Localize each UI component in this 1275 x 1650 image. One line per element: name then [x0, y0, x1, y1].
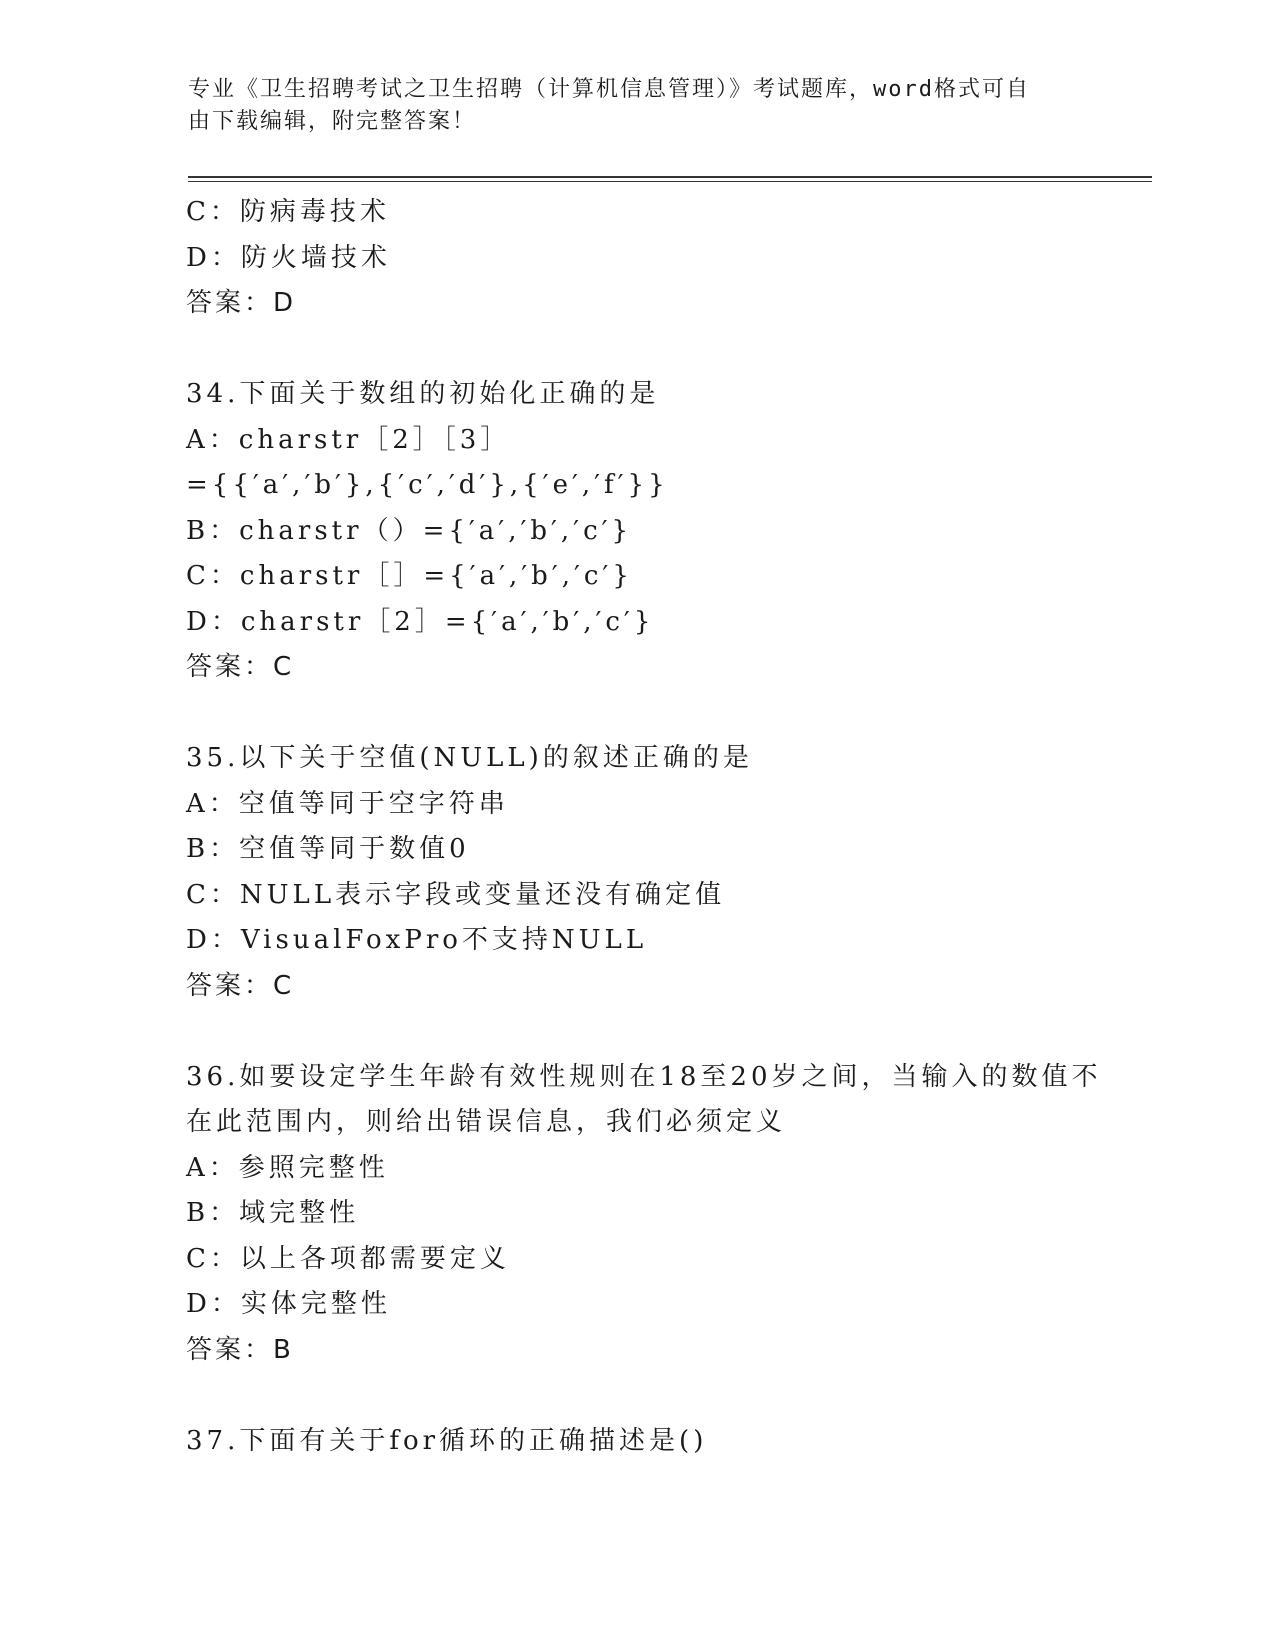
q35-option-b: B：空值等同于数值0	[186, 834, 470, 864]
question-37	[186, 1419, 1086, 1465]
q33-option-d: D：防火墙技术	[186, 242, 391, 273]
question-34	[186, 372, 1086, 691]
header-line-2: 由下载编辑，附完整答案！	[188, 109, 477, 134]
spacer	[186, 1373, 1086, 1419]
q36-option-d: D：实体完整性	[186, 1289, 391, 1319]
q35-answer: 答案：C	[186, 970, 295, 1001]
q34-answer: 答案：C	[186, 652, 295, 682]
q36-option-a: A：参照完整性	[186, 1152, 389, 1183]
header-divider-thin	[188, 181, 1152, 182]
q33-option-c: C：防病毒技术	[186, 197, 390, 227]
q34-option-c: C：charstr［］={′a′,′b′,′c′}	[186, 561, 633, 591]
q36-answer: 答案：B	[186, 1334, 294, 1365]
question-33-tail	[186, 190, 1086, 327]
spacer	[186, 327, 1086, 373]
q34-option-d: D：charstr［2］={′a′,′b′,′c′}	[186, 606, 655, 637]
q36-option-b: B：域完整性	[186, 1198, 360, 1228]
q34-question: 34.下面关于数组的初始化正确的是	[186, 379, 660, 409]
document-header	[188, 74, 1088, 138]
q36-question-line-1: 36.如要设定学生年龄有效性规则在18至20岁之间，当输入的数值不	[186, 1061, 1102, 1092]
q36-option-c: C：以上各项都需要定义	[186, 1243, 510, 1274]
q34-option-b: B：charstr（）={′a′,′b′,′c′}	[186, 515, 633, 546]
question-list	[186, 190, 1102, 1464]
q35-option-a: A：空值等同于空字符串	[186, 788, 509, 819]
q37-question: 37.下面有关于for循环的正确描述是()	[186, 1425, 708, 1456]
question-36	[186, 1055, 1102, 1374]
q35-option-d: D：VisualFoxPro不支持NULL	[186, 925, 648, 955]
question-35	[186, 736, 1086, 1009]
spacer	[186, 1009, 1086, 1055]
spacer	[186, 691, 1086, 737]
header-line-1: 专业《卫生招聘考试之卫生招聘（计算机信息管理）》考试题库，word格式可自	[188, 77, 1030, 102]
header-divider-thick	[188, 176, 1152, 178]
q35-option-c: C：NULL表示字段或变量还没有确定值	[186, 879, 726, 910]
q33-answer: 答案：D	[186, 288, 297, 318]
q36-question-line-2: 在此范围内，则给出错误信息，我们必须定义	[186, 1107, 787, 1137]
q34-option-a-line-2: ={{′a′,′b′},{′c′,′d′},{′e′,′f′}}	[186, 470, 669, 500]
q34-option-a-line-1: A：charstr［2］［3］	[186, 424, 511, 455]
q35-question: 35.以下关于空值(NULL)的叙述正确的是	[186, 743, 753, 773]
